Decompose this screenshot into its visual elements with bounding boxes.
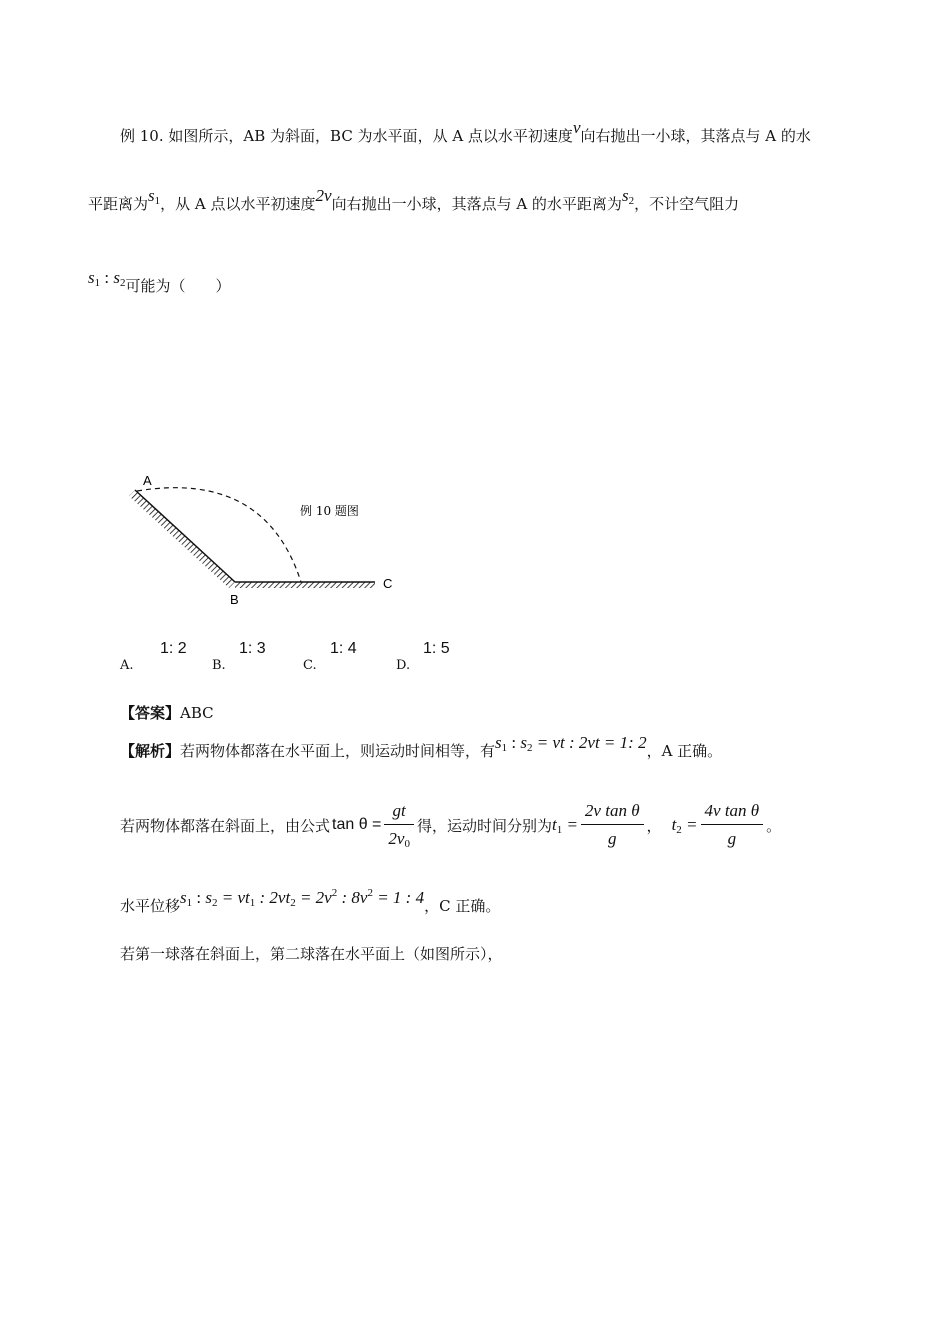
label-c: C	[383, 576, 393, 591]
option-b-label: B.	[212, 658, 226, 673]
analysis-eq-1: $s_1$ : $s_2$ = vt : 2vt = 1: 2	[495, 733, 647, 754]
option-d-value: 1: 5	[423, 640, 450, 657]
velocity-symbol: v	[572, 118, 581, 137]
answer-value: ABC	[180, 704, 214, 722]
option-b[interactable]	[212, 640, 292, 680]
ground-hatch	[235, 582, 375, 588]
analysis-text-2: 若两物体都落在斜面上，由公式	[120, 816, 331, 835]
incline-surface	[135, 490, 235, 582]
question-line-3	[88, 268, 231, 297]
analysis-prefix: 【解析】	[120, 742, 181, 760]
option-c-label: C.	[303, 658, 317, 673]
label-a: A	[143, 473, 152, 488]
answer-prefix: 【答案】	[120, 704, 181, 722]
option-a-label: A.	[120, 658, 134, 673]
analysis-sep: ，	[646, 816, 662, 835]
answer-line	[120, 702, 214, 723]
option-b-value: 1: 3	[239, 640, 266, 657]
analysis-eq-3: $s_1$ : $s_2 = vt_1$ : $2vt_2 = 2v^2$ : $8v^2 = 1$ : 4	[180, 887, 425, 909]
t2-symbol: $t_2$ =	[671, 814, 698, 836]
option-c[interactable]	[303, 640, 383, 680]
question-text-3-tail: 可能为（ ）	[125, 277, 231, 295]
question-text-2-tail: ，不计空气阻力	[634, 195, 740, 213]
option-c-value: 1: 4	[330, 640, 357, 657]
s2-symbol: $s_2$	[621, 186, 635, 207]
ratio-symbol: $s_1$ : $s_2$	[88, 268, 126, 289]
analysis-text-1: 若两物体都落在水平面上，则运动时间相等，有	[180, 742, 496, 760]
analysis-text-4: 若第一球落在斜面上，第二球落在水平面上（如图所示），	[120, 945, 503, 963]
analysis-line-3	[120, 887, 501, 917]
analysis-tail-3: ，C 正确。	[424, 897, 501, 915]
question-text-1-tail: 向右抛出一小球，其落点与 A 的水	[580, 127, 811, 145]
option-d[interactable]	[396, 640, 476, 680]
option-a-value: 1: 2	[160, 640, 187, 657]
option-d-label: D.	[396, 658, 411, 673]
label-b: B	[230, 592, 239, 607]
option-a[interactable]	[120, 640, 200, 680]
analysis-text-3: 水平位移	[120, 897, 181, 915]
t1-symbol: $t_1$ =	[551, 814, 578, 836]
question-text-2-mid: ，从 A 点以水平初速度	[160, 195, 316, 213]
figure-caption: 例 10 题图	[300, 504, 359, 518]
incline-hatch	[129, 490, 235, 588]
s1-symbol: $s_1$	[148, 186, 161, 207]
question-text-2-mid2: 向右抛出一小球，其落点与 A 的水平距离为	[331, 195, 622, 213]
tan-formula-lhs: tan θ =	[332, 816, 382, 833]
analysis-text-2-mid: 得，运动时间分别为	[416, 816, 552, 835]
incline-diagram	[125, 465, 415, 615]
question-line-2	[88, 186, 740, 215]
fraction-t1: $\frac{\text{2v tan θ}}{g}$	[581, 801, 644, 849]
analysis-tail-2: 。	[766, 816, 782, 835]
fraction-t2: $\frac{\text{4v tan θ}}{g}$	[701, 801, 764, 849]
question-text-1: 例 10. 如图所示，AB 为斜面，BC 为水平面，从 A 点以水平初速度	[120, 127, 573, 145]
fraction-gt-over-2v0: $\frac{gt}{2v_0}$	[384, 801, 414, 850]
two-v-symbol: 2v	[315, 186, 332, 205]
question-text-2-head: 平距离为	[88, 195, 149, 213]
analysis-line-4	[120, 943, 503, 964]
analysis-line-2	[120, 795, 781, 855]
question-line-1	[120, 118, 811, 146]
analysis-tail-1: ，A 正确。	[646, 742, 723, 760]
analysis-line-1	[120, 733, 723, 762]
